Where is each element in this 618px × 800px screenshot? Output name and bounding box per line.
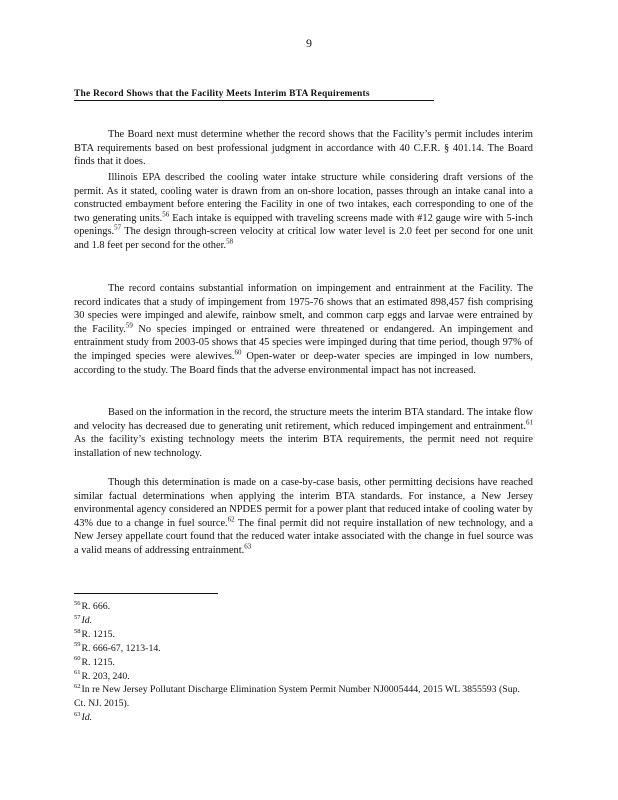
paragraph-text: Each intake is equipped with traveling screens made with #12 gauge wire with 5-inch openings. — [74, 212, 533, 238]
paragraph-board-determination — [74, 128, 533, 169]
footnote-number: 62 — [74, 683, 81, 691]
footnote-ref[interactable]: 56 — [162, 210, 170, 219]
footnote-text: R. 1215. — [81, 656, 115, 668]
footnote-ref[interactable]: 61 — [526, 418, 533, 427]
footnote-number: 61 — [74, 669, 81, 677]
footnote-text: In re New Jersey Pollutant Discharge Elimination System Permit Number NJ0005444, 2015 WL 3855593 (Sup. Ct. NJ. 2015). — [74, 684, 520, 710]
footnote-ref[interactable]: 63 — [244, 542, 252, 551]
footnote-ref[interactable]: 59 — [125, 321, 133, 330]
paragraph-intake-structure — [74, 171, 533, 253]
footnote-text: R. 666. — [81, 601, 111, 612]
paragraph-text: Open-water or deep-water species are impinged in low numbers, according to the study. The Board finds that the adverse environmental impact has not increased. — [74, 350, 533, 376]
footnote-ref[interactable]: 58 — [226, 237, 234, 246]
paragraph-text: Though this determination is made on a case-by-case basis, other permitting decisions have reached similar factual determinations when applying the interim BTA standards. For instance, a New Jersey environmental agency considered an NPDES permit for a power plant that reduced intake of cooling water by 43% due to a change in fuel source. — [74, 477, 533, 529]
footnote-number: 63 — [74, 710, 81, 718]
paragraph-other-decisions — [74, 476, 533, 558]
paragraph-text: The design through-screen velocity at critical low water level is 2.0 feet per second for one unit and 1.8 feet per second for the other. — [74, 226, 533, 251]
footnote-text: R. 666-67, 1213-14. — [81, 642, 161, 654]
footnote — [74, 711, 533, 725]
footnotes — [74, 600, 533, 725]
section-heading: The Record Shows that the Facility Meets Interim BTA Requirements — [74, 89, 434, 101]
paragraph-text: The Board next must determine whether the record shows that the Facility’s permit includes interim BTA requirements based on best professional judgment in accordance with 40 C.F.R. § 401.14. The Board finds that it does. — [74, 129, 533, 168]
footnote-text: R. 1215. — [81, 628, 115, 640]
footnote-text: Id. — [81, 614, 93, 626]
footnote-number: 60 — [74, 655, 81, 663]
footnote-number: 59 — [74, 641, 81, 649]
page-number: 9 — [306, 36, 312, 50]
footnote-ref[interactable]: 57 — [114, 223, 122, 232]
footnote-ref[interactable]: 62 — [227, 515, 235, 524]
footnote — [74, 670, 533, 684]
footnote-divider — [74, 593, 218, 594]
footnote-text: R. 203, 240. — [81, 670, 130, 682]
paragraph-impingement-record — [74, 282, 533, 377]
paragraph-text: Illinois EPA described the cooling water intake structure while considering draft versions of the permit. As it stated, cooling water is drawn from an on-shore location, passes through an intake canal into a constructed embayment before entering the Facility in one of two intakes, each corresponding to one of the two generating units. — [74, 172, 533, 224]
paragraph-text: No species impinged or entrained were threatened or endangered. An impingement and entrainment study from 2003-05 shows that 45 species were impinged during that time period, though 97% of the impinged species were alewives. — [74, 323, 533, 362]
footnote — [74, 614, 533, 628]
footnote-ref[interactable]: 60 — [234, 348, 242, 357]
footnote — [74, 628, 533, 642]
footnote — [74, 656, 533, 670]
footnote-number: 56 — [74, 599, 81, 607]
paragraph-text: As the facility’s existing technology meets the interim BTA requirements, the permit need not require installation of new technology. — [74, 434, 533, 459]
footnote — [74, 683, 533, 711]
paragraph-text: Based on the information in the record, the structure meets the interim BTA standard. The intake flow and velocity has decreased due to generating unit retirement, which reduced impingement and entrainment. — [74, 407, 533, 432]
footnote — [74, 642, 533, 656]
footnote-text: Id. — [81, 712, 93, 724]
paragraph-text: The final permit did not require installation of new technology, and a New Jersey appellate court found that the reduced water intake associated with the change in fuel source was a valid means of addressing entrainment. — [74, 517, 533, 556]
footnote — [74, 600, 533, 614]
footnote-number: 58 — [74, 627, 81, 635]
paragraph-bta-standard — [74, 406, 533, 460]
paragraph-text: The record contains substantial information on impingement and entrainment at the Facility. The record indicates that a study of impingement from 1975-76 shows that an estimated 898,457 fish comprising 30 species were impinged and alewife, rainbow smelt, and common carp eggs and larvae were entrained by the Facility. — [74, 283, 533, 335]
footnote-number: 57 — [74, 613, 81, 621]
